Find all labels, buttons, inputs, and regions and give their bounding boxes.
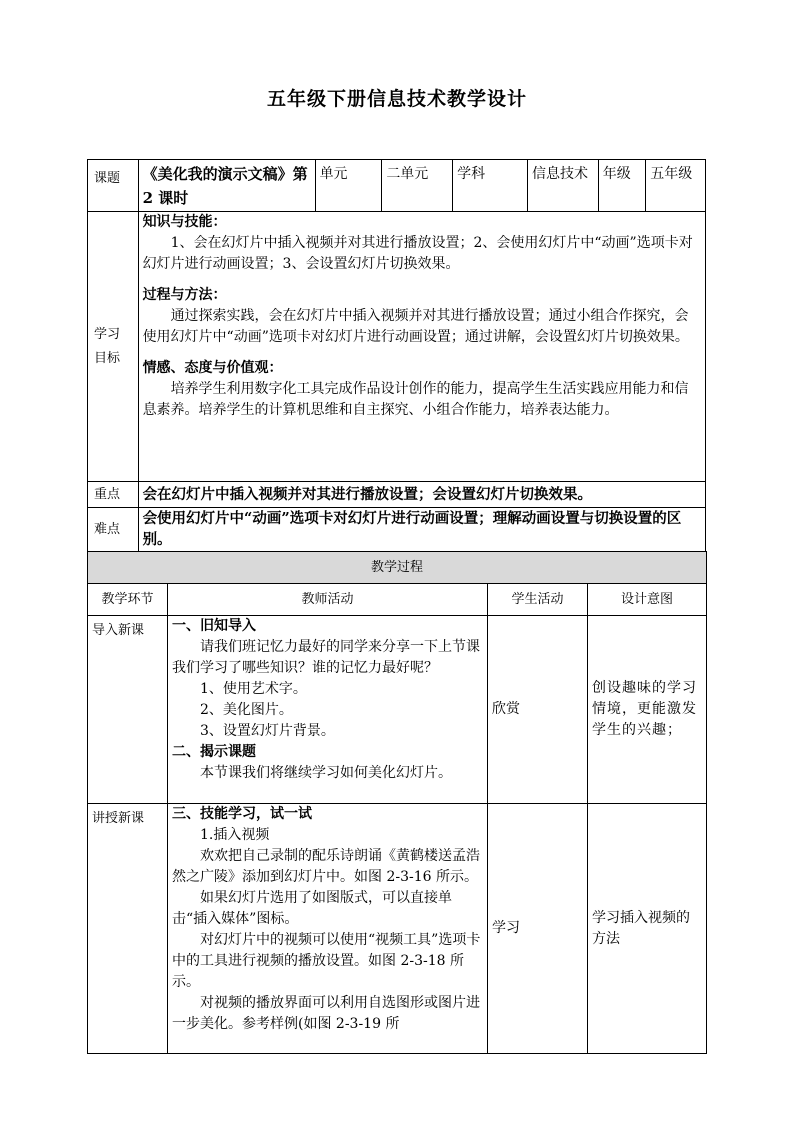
document-title: 五年级下册信息技术教学设计 — [266, 88, 527, 110]
grade-value: 五年级 — [646, 160, 706, 212]
process-header: 教学过程 — [88, 552, 707, 584]
new-lesson-paragraph: 如果幻灯片选用了如图版式，可以直接单击“插入媒体”图标。 — [172, 890, 452, 927]
process-heading: 过程与方法： — [142, 287, 227, 303]
subject-label: 学科 — [453, 160, 528, 212]
topic-label: 课题 — [88, 160, 139, 212]
teacher-activity-intro — [168, 616, 488, 804]
column-header-intent: 设计意图 — [588, 584, 707, 616]
new-lesson-paragraph: 欢欢把自己录制的配乐诗朗诵《黄鹤楼送孟浩然之广陵》添加到幻灯片中。如图 2-3-16 所示。 — [172, 848, 480, 885]
attitude-text: 培养学生利用数字化工具完成作品设计创作的能力，提高学生生活实践应用能力和信息素养。培养学生的计算机思维和自主探究、小组合作能力，培养表达能力。 — [142, 381, 689, 418]
column-header-stage: 教学环节 — [88, 584, 168, 616]
intro-heading-1: 一、旧知导入 — [172, 618, 256, 634]
unit-value: 二单元 — [382, 160, 453, 212]
stage-intro: 导入新课 — [88, 616, 168, 804]
knowledge-text: 1、会在幻灯片中插入视频并对其进行播放设置；2、会使用幻灯片中“动画”选项卡对幻灯片进行动画设置；3、会设置幻灯片切换效果。 — [142, 235, 693, 272]
new-lesson-subheading: 1.插入视频 — [200, 827, 270, 843]
stage-new-lesson: 讲授新课 — [88, 804, 168, 1054]
student-activity-new-lesson: 学习 — [488, 804, 588, 1054]
intro-paragraph-2: 本节课我们将继续学习如何美化幻灯片。 — [200, 765, 452, 781]
process-text: 通过探索实践，会在幻灯片中插入视频并对其进行播放设置；通过小组合作探究，会使用幻灯片中“动画”选项卡对幻灯片进行动画设置；通过讲解，会设置幻灯片切换效果。 — [142, 308, 689, 345]
teacher-activity-new-lesson — [168, 804, 488, 1054]
student-activity-intro: 欣赏 — [488, 616, 588, 804]
subject-value: 信息技术 — [527, 160, 598, 212]
new-lesson-paragraph: 对视频的播放界面可以利用自选图形或图片进一步美化。参考样例(如图 2-3-19 所 — [172, 995, 480, 1032]
intro-list-item: 2、美化图片。 — [200, 702, 293, 718]
unit-label: 单元 — [315, 160, 382, 212]
topic-value: 《美化我的演示文稿》第 2 课时 — [138, 160, 315, 212]
key-point-text: 会在幻灯片中插入视频并对其进行播放设置；会设置幻灯片切换效果。 — [138, 482, 705, 508]
grade-label: 年级 — [598, 160, 646, 212]
design-intent-new-lesson: 学习插入视频的方法 — [588, 804, 707, 1054]
column-header-teacher: 教师活动 — [168, 584, 488, 616]
intro-heading-2: 二、揭示课题 — [172, 744, 256, 760]
goals-label — [88, 212, 139, 482]
column-header-student: 学生活动 — [488, 584, 588, 616]
intro-paragraph-1: 请我们班记忆力最好的同学来分享一下上节课我们学习了哪些知识？谁的记忆力最好呢？ — [172, 639, 480, 676]
new-lesson-paragraph: 对幻灯片中的视频可以使用“视频工具”选项卡中的工具进行视频的播放设置。如图 2-3-18 所示。 — [172, 932, 481, 990]
attitude-heading: 情感、态度与价值观： — [142, 360, 283, 376]
table-row — [88, 616, 707, 804]
design-intent-intro: 创设趣味的学习情境，更能激发学生的兴趣； — [588, 616, 707, 804]
table-row — [88, 804, 707, 1054]
goals-content — [138, 212, 705, 482]
intro-list-item: 1、使用艺术字。 — [200, 681, 307, 697]
key-point-label: 重点 — [88, 482, 139, 508]
difficulty-text: 会使用幻灯片中“动画”选项卡对幻灯片进行动画设置；理解动画设置与切换设置的区别。 — [138, 508, 705, 552]
knowledge-heading: 知识与技能： — [142, 214, 227, 230]
goals-label-text: 学习目标 — [94, 326, 121, 366]
lesson-info-table — [87, 159, 706, 552]
intro-list-item: 3、设置幻灯片背景。 — [200, 723, 335, 739]
difficulty-label: 难点 — [88, 508, 139, 552]
new-lesson-heading: 三、技能学习，试一试 — [172, 806, 312, 822]
process-table — [87, 551, 707, 1054]
